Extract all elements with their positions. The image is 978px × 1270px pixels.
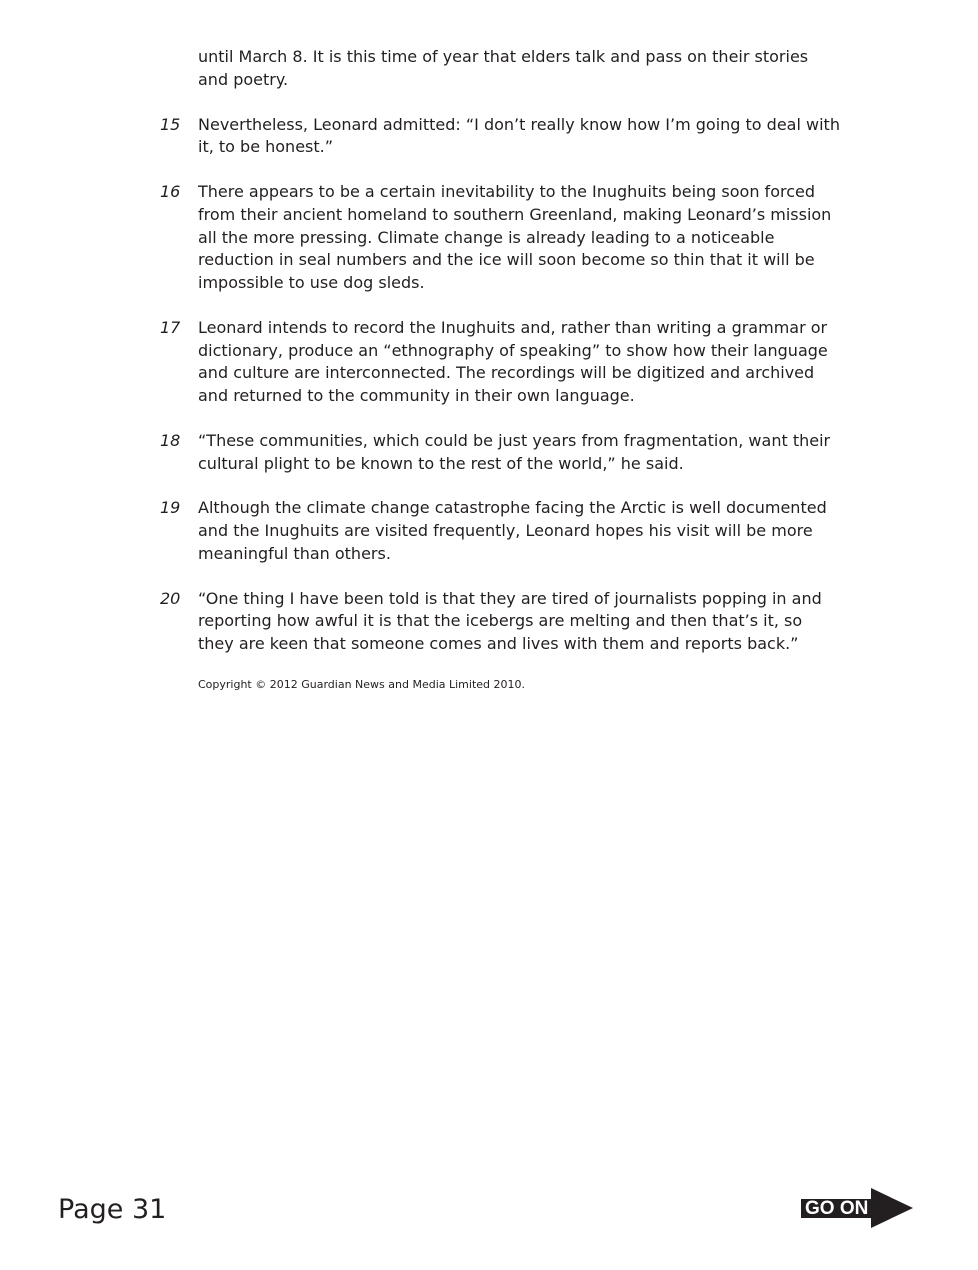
page-number: Page 31: [58, 1194, 167, 1225]
paragraph-text: “These communities, which could be just years from fragmentation, want their cultural plight to be known to the rest of the world,” he said.: [198, 430, 831, 473]
go-on-label: GO ON: [805, 1198, 869, 1219]
paragraph-15: [160, 114, 840, 160]
paragraph-number: 16: [160, 182, 181, 201]
article-body: [160, 46, 840, 692]
paragraph-number: 18: [160, 430, 181, 450]
paragraph-text: Leonard intends to record the Inughuits and, rather than writing a grammar or dictionary, produce an “ethnography of speaking” to show how their language and culture are interconnected. The recordings will be digitized and archived and returned to the community in their own language.: [198, 317, 828, 405]
paragraph-18: [160, 430, 840, 476]
paragraph-number: 15: [160, 114, 181, 134]
paragraph-19: [160, 497, 840, 565]
paragraph-text: Although the climate change catastrophe facing the Arctic is well documented and the Inughuits are visited frequently, Leonard hopes his visit will be more meaningful than others.: [198, 498, 827, 563]
paragraph-number: 17: [160, 317, 181, 337]
paragraph-20: [160, 588, 840, 656]
go-on-indicator: [801, 1188, 913, 1228]
paragraph-text: There appears to be a certain inevitability to the Inughuits being soon forced from their ancient homeland to southern Greenland, making Leonard’s mission all the more pressing. Climate change is already leading to a noticeable reduction in seal numbers and the ice will soon become so thin that it will be impossible to use dog sleds.: [198, 182, 832, 292]
paragraph-text: until March 8. It is this time of year that elders talk and pass on their stories and poetry.: [198, 47, 809, 89]
paragraph-number: 19: [160, 498, 181, 518]
paragraph-17: [160, 317, 840, 408]
paragraph-text: “One thing I have been told is that they are tired of journalists popping in and reporting how awful it is that the icebergs are melting and then that’s it, so they are keen that someone comes and lives with them and reports back.”: [198, 588, 822, 653]
paragraph-16: [160, 181, 840, 295]
copyright-notice: Copyright © 2012 Guardian News and Media Limited 2010.: [198, 677, 525, 691]
paragraph-text: Nevertheless, Leonard admitted: “I don’t really know how I’m going to deal with it, to be honest.”: [198, 114, 840, 157]
paragraph-number: 20: [160, 588, 181, 608]
paragraph-continued: [160, 46, 840, 92]
